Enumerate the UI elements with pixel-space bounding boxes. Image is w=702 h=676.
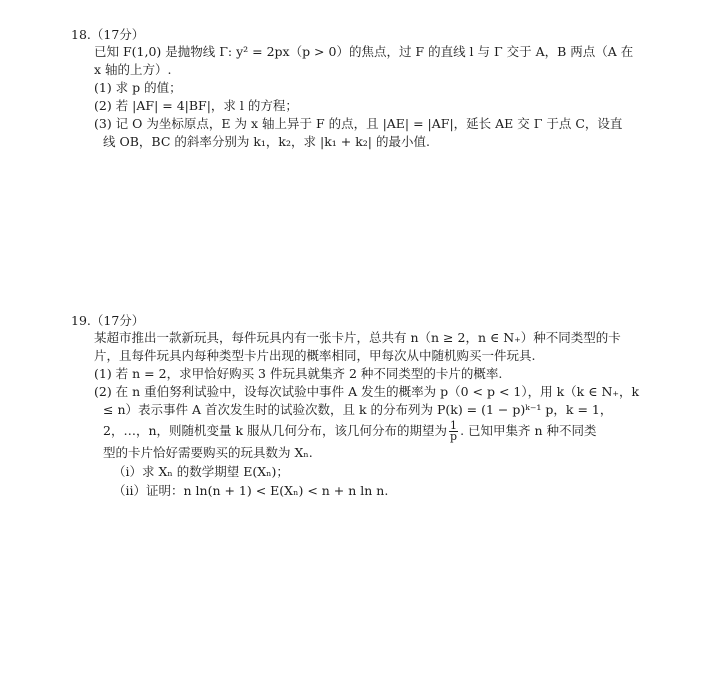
fraction-denominator: p [450, 430, 458, 443]
q18-part3-line2: 线 OB，BC 的斜率分别为 k₁，k₂，求 |k₁ + k₂| 的最小值. [103, 134, 430, 149]
q19-sub-ii: （ii）证明：n ln(n + 1) < E(Xₙ) < n + n ln n. [113, 483, 389, 498]
q19-part2-line1: (2) 在 n 重伯努利试验中，设每次试验中事件 A 发生的概率为 p（0 < p < 1），用 k（k ∈ N₊，k [94, 384, 640, 399]
q19-part2-line3 [103, 421, 597, 442]
fraction-numerator: 1 [450, 419, 458, 432]
q18-stem-line2: x 轴的上方）. [94, 62, 172, 77]
q19-stem-line1: 某超市推出一款新玩具，每件玩具内有一张卡片，总共有 n（n ≥ 2，n ∈ N₊）种不同类型的卡 [94, 330, 621, 345]
q19-stem-line2: 片，且每件玩具内每种类型卡片出现的概率相同，甲每次从中随机购买一件玩具. [94, 348, 536, 363]
q19-part1: (1) 若 n = 2，求甲恰好购买 3 件玩具就集齐 2 种不同类型的卡片的概率. [94, 366, 503, 381]
q19-part2-line3-before: 2，…，n，则随机变量 k 服从几何分布，该几何分布的期望为 [103, 423, 448, 438]
q18-part2: (2) 若 |AF| = 4|BF|，求 l 的方程； [94, 98, 298, 113]
q18-part3-line1: (3) 记 O 为坐标原点，E 为 x 轴上异于 F 的点，且 |AE| = |AF|，延长 AE 交 Γ 于点 C，设直 [94, 116, 623, 131]
q19-sub-i: （i）求 Xₙ 的数学期望 E(Xₙ)； [113, 464, 289, 479]
q18-header: 18.（17分） [71, 27, 145, 42]
q19-part2-line2: ≤ n）表示事件 A 首次发生时的试验次数，且 k 的分布列为 P(k) = (1 − p)ᵏ⁻¹ p，k = 1， [103, 402, 613, 417]
expectation-fraction [449, 421, 458, 442]
q19-header: 19.（17分） [71, 313, 145, 328]
q18-part1: (1) 求 p 的值； [94, 80, 182, 95]
q19-part2-line3-after: . 已知甲集齐 n 种不同类 [460, 423, 597, 438]
q19-part2-line4: 型的卡片恰好需要购买的玩具数为 Xₙ. [103, 445, 313, 460]
q18-stem-line1: 已知 F(1,0) 是抛物线 Γ: y² = 2px（p > 0）的焦点，过 F 的直线 l 与 Γ 交于 A，B 两点（A 在 [94, 44, 634, 59]
